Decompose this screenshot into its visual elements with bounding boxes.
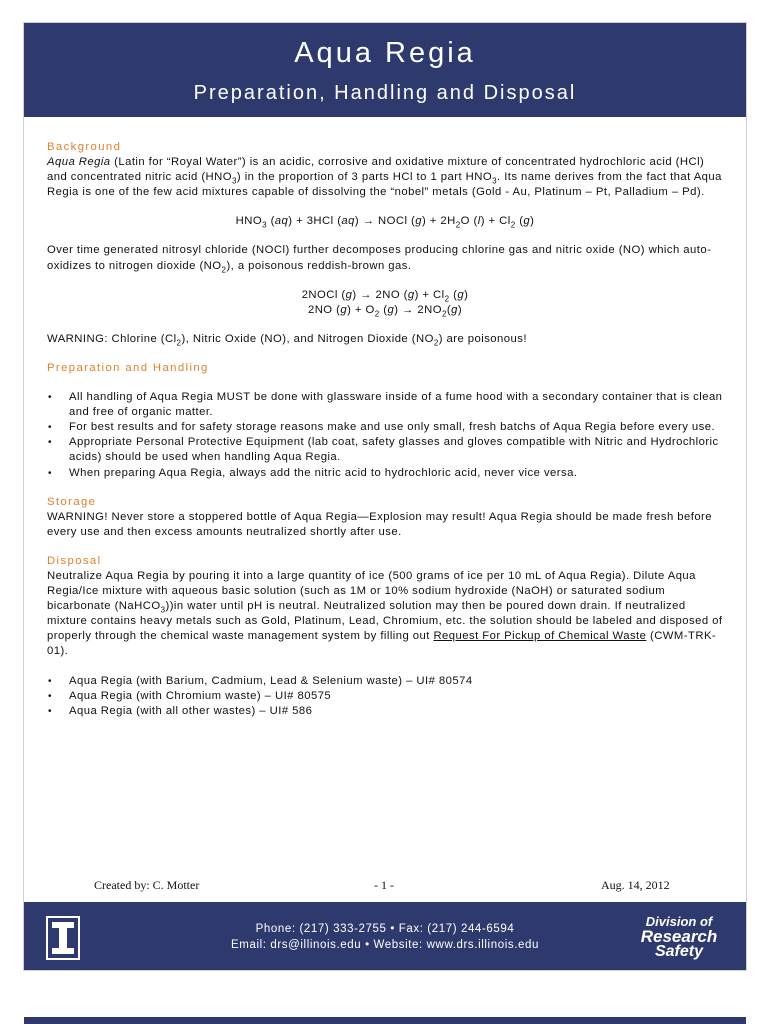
- email-website: Email: drs@illinois.edu • Website: www.drs.illinois.edu: [231, 939, 539, 951]
- disposal-list: [47, 674, 723, 719]
- storage-text: WARNING! Never store a stoppered bottle of Aqua Regia—Explosion may result! Aqua Regia should be made fresh before every use and then excess amounts neutralized shortly after use.: [47, 510, 713, 538]
- drs-logo-line-1: Division of: [645, 914, 713, 929]
- list-item: • For best results and for safety storage reasons make and use only small, fresh batchs of Aqua Regia before every use.: [47, 420, 723, 435]
- document-date: Aug. 14, 2012: [601, 878, 670, 892]
- page-number: - 1 -: [374, 878, 394, 892]
- content: [47, 140, 723, 719]
- drs-logo-line-3: Safety: [654, 943, 704, 960]
- section-heading-storage: Storage: [47, 495, 97, 508]
- list-item: • Appropriate Personal Protective Equipment (lab coat, safety glasses and gloves compatible with Nitric and Hydrochloric acids) should be used when handling Aqua Regia.: [47, 435, 723, 465]
- drs-logo-line-2: Research: [640, 927, 718, 946]
- preparation-list: [47, 390, 723, 481]
- equation-1: $HNO_3$ (aq) + 3HCl (aq) → NOCl $(g) + 2H_2O$ $(l) + Cl_2$ (g): [235, 215, 535, 230]
- list-item: • All handling of Aqua Regia MUST be done with glassware inside of a fume hood with a secondary container that is clean and free of organic matter.: [47, 390, 723, 420]
- header-banner: [24, 23, 746, 117]
- intro-rest: (Latin for “Royal Water”) is an acidic, corrosive and oxidative mixture of concentrated hydrochloric acid (HCl) and concentrated nitric acid $(HNO_3)$ in the proportion of 3 parts HCl to 1 part $HNO_3$. Its name derives from the fact that Aqua Regia is one of the few acid mixtures capable of dissolving the “nobel” metals (Gold - Au, Platinum – Pt, Palladium – Pd).: [47, 156, 722, 199]
- poison-warning: WARNING: Chlorine $(Cl_2)$, Nitric Oxide (NO), and Nitrogen Dioxide $(NO_2)$ are poisonous!: [47, 332, 527, 348]
- document-page: [24, 23, 746, 970]
- section-heading-background: Background: [47, 141, 122, 153]
- chemical-waste-link[interactable]: Request For Pickup of Chemical Waste: [433, 630, 647, 643]
- next-page-edge: [24, 1017, 746, 1024]
- page-subtitle: Preparation, Handling and Disposal: [193, 82, 577, 104]
- page-title: Aqua Regia: [294, 37, 476, 69]
- background-intro: [47, 155, 723, 200]
- intro-term: Aqua Regia: [47, 156, 111, 169]
- disposal-text-tail: (CWM-TRK-01).: [47, 630, 717, 658]
- created-by: Created by: C. Motter: [94, 878, 200, 892]
- phone-fax: Phone: (217) 333-2755 • Fax: (217) 244-6594: [255, 923, 515, 935]
- equation-3: 2NO $(g) + O_2$ $(g) \to 2NO_2(g)$: [307, 303, 463, 318]
- disposal-text: [47, 569, 723, 660]
- background-para2: Over time generated nitrosyl chloride (NOCl) further decomposes producing chlorine gas and nitric oxide (NO) which auto-oxidizes to nitrogen dioxide $(NO_2)$, a poisonous reddish-brown gas.: [47, 244, 712, 274]
- equation-2: 2NOCl (g) → 2NO $(g) + Cl_2$ (g): [301, 288, 469, 303]
- list-item: • Aqua Regia (with Chromium waste) – UI# 80575: [47, 689, 723, 704]
- section-heading-disposal: Disposal: [47, 554, 102, 567]
- list-item: • When preparing Aqua Regia, always add the nitric acid to hydrochloric acid, never vice versa.: [47, 466, 723, 481]
- list-item: • Aqua Regia (with Barium, Cadmium, Lead & Selenium waste) – UI# 80574: [47, 674, 723, 689]
- section-heading-preparation: Preparation and Handling: [47, 361, 209, 374]
- contact-banner: [24, 902, 746, 970]
- drs-logo: [629, 914, 729, 959]
- list-item: • Aqua Regia (with all other wastes) – UI# 586: [47, 704, 723, 719]
- disposal-text-body: Neutralize Aqua Regia by pouring it into a large quantity of ice (500 grams of ice per 10 mL of Aqua Regia). Dilute Aqua Regia/Ice mixture with aqueous basic solution (such as 1M or 10% sodium hydroxide (NaOH) or saturated sodium bicarbonate (NaHCO$_3$))in water until pH is neutral. Neutralized solution may then be poured down drain. If neutralized mixture contains heavy metals such as Gold, Platinum, Lead, Chromium, etc. the solution should be labeled and disposed of properly through the chemical waste management system by filling out: [47, 569, 723, 643]
